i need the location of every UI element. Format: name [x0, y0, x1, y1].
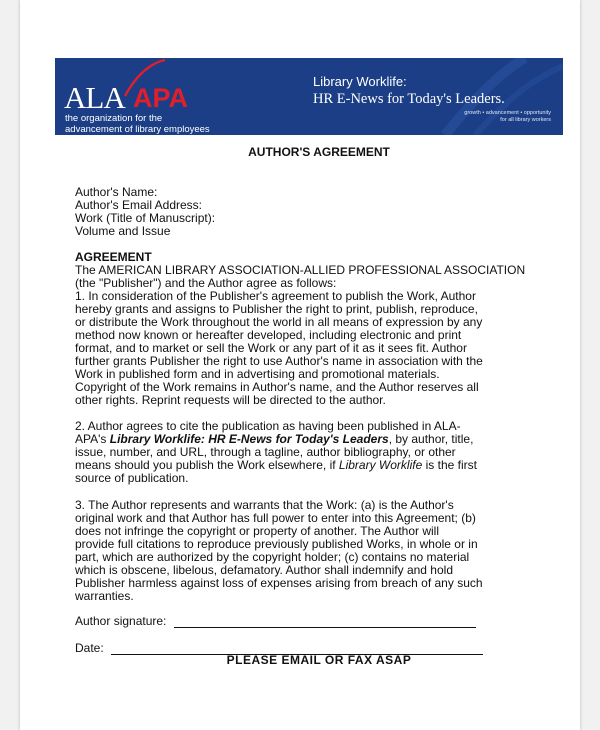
footer-instruction: PLEASE EMAIL OR FAX ASAP — [226, 653, 412, 667]
field-author-name: Author's Name: — [75, 185, 158, 199]
document-title: AUTHOR'S AGREEMENT — [248, 145, 390, 159]
clause-2-line: issue, number, and URL, through a tagline, author bibliography, or other — [75, 445, 456, 459]
publication-short-title: Library Worklife — [338, 458, 423, 472]
clause-1-line: hereby grants and assigns to Publisher the right to print, publish, reproduce, — [75, 302, 478, 316]
clause-1-line: Work in published form and in advertising and promotional materials. — [75, 367, 440, 381]
clause-3-line: which is obscene, libelous, defamatory. Author shall indemnify and hold — [75, 563, 453, 577]
clause-3-line: original work and that Author has full power to enter into this Agreement; (b) — [75, 511, 476, 525]
intro-line: (the "Publisher") and the Author agree as follows: — [75, 276, 337, 290]
signature-line[interactable] — [174, 615, 476, 628]
date-label: Date: — [75, 641, 104, 655]
clause-2 — [75, 420, 563, 485]
clause-3-line: does not infringe the copyright or property of another. The Author will — [75, 524, 439, 538]
clause-1-line: or distribute the Work throughout the world in all means of expression by any — [75, 315, 483, 329]
newsletter-tagline-1: growth • advancement • opportunity — [464, 110, 551, 116]
apa-logo-text: APA — [133, 83, 189, 113]
clause-1-line: other rights. Reprint requests will be directed to the author. — [75, 393, 386, 407]
clause-3-line: provide full citations to reproduce previously published Works, in whole or in — [75, 537, 478, 551]
tagline-line-2: advancement of library employees — [65, 124, 210, 135]
clause-3-line: warranties. — [75, 589, 134, 603]
publication-title: Library Worklife: HR E-News for Today's Leaders — [109, 432, 389, 446]
field-author-email: Author's Email Address: — [75, 198, 203, 212]
signature-label: Author signature: — [75, 614, 167, 628]
author-fields — [75, 186, 215, 238]
clause-3-line: part, which are authorized by the copyright holder; (c) contains no material — [75, 550, 470, 564]
newsletter-title: Library Worklife: — [313, 74, 407, 89]
clause-1-line: Copyright of the Work remains in Author's name, and the Author reserves all — [75, 380, 479, 394]
ala-logo-text: ALA — [64, 80, 125, 115]
clause-3-line: Publisher harmless against loss of expenses arising from breach of any such — [75, 576, 483, 590]
intro-line: The AMERICAN LIBRARY ASSOCIATION-ALLIED PROFESSIONAL ASSOCIATION — [75, 263, 526, 277]
agreement-heading: AGREEMENT — [75, 250, 152, 264]
clause-2-text: is the first — [422, 458, 477, 472]
clause-1-line: format, and to market or sell the Work or any part of it as it sees fit. Author — [75, 341, 467, 355]
newsletter-tagline — [464, 110, 551, 124]
newsletter-subtitle: HR E-News for Today's Leaders. — [313, 91, 505, 107]
signature-row — [75, 615, 476, 628]
clause-3-line: 3. The Author represents and warrants that the Work: (a) is the Author's — [75, 498, 454, 512]
clause-3 — [75, 499, 563, 603]
field-work-title: Work (Title of Manuscript): — [75, 211, 216, 225]
clause-1-line: method now known or hereafter developed, including electronic and print — [75, 328, 462, 342]
tagline-line-1: the organization for the — [65, 113, 163, 124]
clause-1 — [75, 290, 563, 407]
clause-1-line: further grants Publisher the right to use Author's name in association with the — [75, 354, 483, 368]
clause-2-line: 2. Author agrees to cite the publication as having been published in ALA- — [75, 419, 461, 433]
field-volume-issue: Volume and Issue — [75, 224, 171, 238]
clause-1-line: 1. In consideration of the Publisher's agreement to publish the Work, Author — [75, 289, 476, 303]
newsletter-tagline-2: for all library workers — [500, 117, 551, 123]
intro-paragraph — [75, 264, 563, 290]
clause-2-text: means should you publish the Work elsewhere, if — [75, 458, 339, 472]
clause-2-line: source of publication. — [75, 471, 189, 485]
clause-2-text: , by author, title, — [388, 432, 474, 446]
organization-tagline — [65, 113, 210, 135]
clause-2-text: APA's — [75, 432, 110, 446]
header-banner — [55, 58, 563, 135]
